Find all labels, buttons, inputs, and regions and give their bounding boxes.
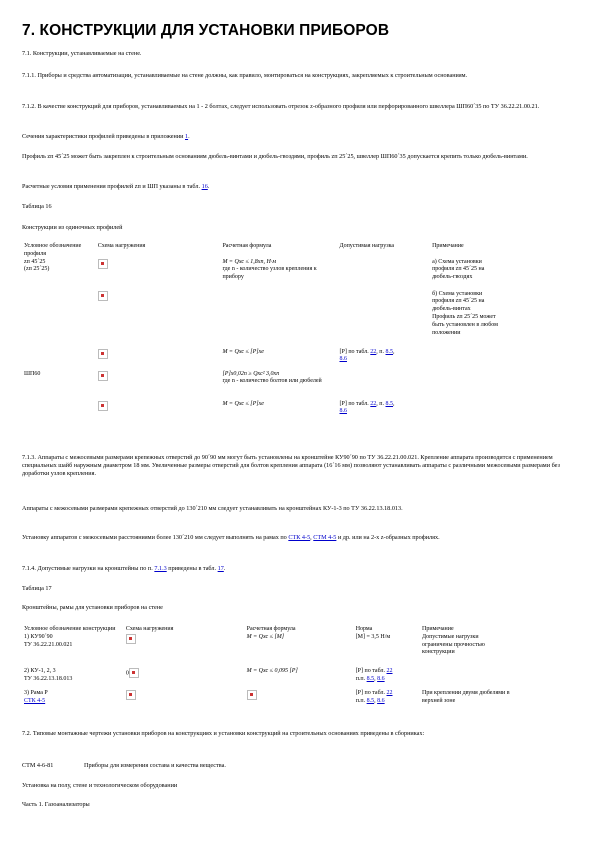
link-table-17[interactable]: 17 bbox=[217, 565, 224, 572]
cell-profile: ШП60 bbox=[24, 370, 41, 377]
cell-norm: [M] = 3,5 Н/м bbox=[355, 633, 391, 640]
para-frames: Установку аппаратов с межосевыми расстояниями более 130´210 мм следует выполнять на рамах по СТК 4-5, СТМ 4-5 и др. или на 2-х z-образных профилях. bbox=[22, 534, 440, 541]
link-section-8-5[interactable]: 8.5 bbox=[366, 675, 375, 682]
link-table-22[interactable]: 22 bbox=[370, 400, 377, 407]
para-7-1-3: 7.1.3. Аппараты с межосевыми размерами крепежных отверстий до 90´90 мм могут быть установлены на кронштейне КУ90´90 по ТУ 36.22.21.00.021. Крепление аппарата производится с применением специальных шайб наружным диаметром 18 мм. Увеличенные размеры отверстий для болтов крепления аппарата (16´16 мм) позволяют устанавливать аппараты с различными межосевыми размерами без доработки узлов крепления. bbox=[22, 454, 560, 478]
broken-image-icon bbox=[98, 291, 108, 301]
table-header-row bbox=[22, 626, 512, 634]
link-section-8-6[interactable]: 8.6 bbox=[377, 697, 385, 704]
table-row bbox=[22, 634, 512, 668]
link-section-8-5[interactable]: 8.5 bbox=[366, 697, 375, 704]
link-section-8-6[interactable]: 8.6 bbox=[339, 356, 347, 363]
link-section-8-6[interactable]: 8.6 bbox=[377, 675, 385, 682]
cell-formula: M = Qхс ≤ 0,095 [P] bbox=[246, 667, 298, 674]
table-row bbox=[22, 401, 502, 423]
header-cell: Расчетная формула bbox=[222, 243, 272, 249]
broken-image-icon bbox=[98, 349, 108, 359]
broken-image-icon bbox=[129, 668, 139, 678]
link-table-22[interactable]: 22 bbox=[370, 348, 377, 355]
header-cell: Расчетная формула bbox=[246, 626, 296, 632]
table-16-label: Таблица 16 bbox=[22, 203, 52, 210]
table-17 bbox=[22, 626, 512, 712]
header-cell: Примечание bbox=[422, 626, 454, 632]
cell-norm: [P] по табл. 22 п.п. 8.5, 8.6 bbox=[355, 667, 393, 682]
cell-construction: 3) Рама Р СТК 4-5 bbox=[24, 689, 48, 704]
table-row bbox=[22, 259, 502, 291]
cell-note: а) Схема установки профиля zп 45´25 на дюбель-гвоздях bbox=[432, 258, 485, 281]
collection-code: СТМ 4-6-81 bbox=[22, 762, 54, 769]
table-17-caption: Кронштейны, рамы для установки приборов на стене bbox=[22, 604, 163, 611]
link-table-22[interactable]: 22 bbox=[386, 689, 393, 696]
header-cell: Схема нагружения bbox=[97, 243, 146, 249]
cell-formula: M = Qхс ≤ [P]хe bbox=[222, 400, 264, 407]
cell-norm: [P] по табл. 22 п.п. 8.5, 8.6 bbox=[355, 689, 393, 704]
cell-scheme bbox=[96, 371, 221, 401]
cell-load bbox=[337, 259, 430, 291]
cell-scheme: 0 bbox=[124, 668, 245, 690]
cell-scheme bbox=[96, 259, 221, 291]
header-cell: Примечание bbox=[432, 243, 464, 249]
para-profile-mounting: Профиль zп 45´25 может быть закреплен к строительным основаниям дюбель-винтами и дюбель-гвоздями, профиль zп 25´25, швеллер ШП60´35 допускается крепить только дюбель-винтами. bbox=[22, 153, 528, 160]
header-cell: Допустимая нагрузка bbox=[339, 243, 395, 249]
cell-note: При креплении двумя дюбелями в верхней зоне bbox=[422, 689, 510, 704]
para-7-1-4: 7.1.4. Допустимые нагрузки на кронштейны по п. 7.1.3 приведены в табл. 17. bbox=[22, 565, 226, 572]
broken-image-icon bbox=[247, 690, 257, 700]
cell-formula: [P]х0,02n ≥ Qхс² 3,0хn где n - количество болтов или дюбелей bbox=[222, 370, 322, 385]
link-section-8-5[interactable]: 8.5 bbox=[385, 348, 394, 355]
table-row bbox=[22, 690, 512, 712]
link-stm-4-5[interactable]: СТМ 4-5 bbox=[313, 534, 337, 541]
para-7-2: 7.2. Типовые монтажные чертежи установки приборов на конструкциях и установки конструкций на строительных основаниях приведены в сборниках: bbox=[22, 730, 425, 737]
cell-scheme bbox=[124, 690, 245, 712]
table-row bbox=[22, 291, 502, 349]
para-7-1-1: 7.1.1. Приборы и средства автоматизации, устанавливаемые на стене должны, как правило, монтироваться на конструкциях, закрепляемых к строительным основаниям. bbox=[22, 72, 468, 79]
header-cell: Условное обозначение конструкции bbox=[24, 626, 116, 632]
table-16-caption: Конструкции из одиночных профилей bbox=[22, 224, 123, 231]
header-cell: Условное обозначение профиля bbox=[24, 243, 82, 257]
link-appendix-1[interactable]: 1 bbox=[185, 133, 189, 140]
link-stk-4-5[interactable]: СТК 4-5 bbox=[24, 697, 46, 704]
page-title: 7. КОНСТРУКЦИИ ДЛЯ УСТАНОВКИ ПРИБОРОВ bbox=[22, 22, 390, 39]
link-section-8-5[interactable]: 8.5 bbox=[385, 400, 394, 407]
cell-load: [P] по табл. 22, п. 8.5, 8.6 bbox=[339, 400, 395, 415]
table-row bbox=[22, 371, 502, 401]
cell-construction: 2) КУ-1, 2, 3 ТУ 36.22.13.18.013 bbox=[24, 667, 73, 682]
table-16 bbox=[22, 243, 502, 423]
cell-note: Допустимые нагрузки ограничены прочностью конструкции bbox=[422, 633, 485, 656]
cell-scheme bbox=[96, 401, 221, 423]
broken-image-icon bbox=[126, 634, 136, 644]
header-cell: Норма bbox=[355, 626, 373, 632]
collection-title: Приборы для измерения состава и качества вещества. bbox=[84, 762, 226, 769]
para-7-1-2: 7.1.2. В качестве конструкций для приборов, устанавливаемых на 1 - 2 болтах, следует использовать отрезок z-образного профиля или перфорированного швеллера ШП60´35 по ТУ 36.22.21.00.21. bbox=[22, 103, 540, 110]
table-row bbox=[22, 349, 502, 371]
table-header-row bbox=[22, 243, 502, 259]
link-section-8-6[interactable]: 8.6 bbox=[339, 408, 347, 415]
cell-formula: M = Qхс ≤ [M] bbox=[246, 633, 285, 640]
broken-image-icon bbox=[126, 690, 136, 700]
cell-profile: zп 45´25 (zп 25´25) bbox=[24, 258, 50, 273]
link-stk-4-5[interactable]: СТК 4-5 bbox=[288, 534, 311, 541]
para-conditions-ref: Расчетные условия применения профилей zп и ШП указаны в табл. 16. bbox=[22, 183, 210, 190]
broken-image-icon bbox=[98, 259, 108, 269]
header-cell: Схема нагружения bbox=[125, 626, 174, 632]
cell-scheme bbox=[124, 634, 245, 668]
collection-part: Часть 1. Газоанализаторы bbox=[22, 801, 90, 808]
cell-construction: 1) КУ90´90 ТУ 36.22.21.00.021 bbox=[24, 633, 73, 648]
para-7-1: 7.1. Конструкции, устанавливаемые на стене. bbox=[22, 50, 142, 57]
broken-image-icon bbox=[98, 401, 108, 411]
broken-image-icon bbox=[98, 371, 108, 381]
cell-formula bbox=[245, 690, 354, 712]
cell-formula: M = Qхс ≤ [P]хe bbox=[222, 348, 264, 355]
table-17-label: Таблица 17 bbox=[22, 585, 52, 592]
link-table-16[interactable]: 16 bbox=[201, 183, 208, 190]
cell-load: [P] по табл. 22, п. 8.5, 8.6 bbox=[339, 348, 395, 363]
cell-scheme bbox=[96, 349, 221, 371]
link-section-7-1-3[interactable]: 7.1.3 bbox=[154, 565, 167, 572]
cell-scheme bbox=[96, 291, 221, 349]
cell-note: б) Схема установки профиля zп 45´25 на дюбель-винтах Профиль zп 25´25 может быть установлен в любом положении bbox=[432, 290, 498, 336]
para-brackets-ku: Аппараты с межосевыми размерами крепежных отверстий до 130´210 мм следует устанавливать на кронштейнах КУ-1-3 по ТУ 36.22.13.18.013. bbox=[22, 505, 403, 512]
collection-subtitle: Установка на полу, стене и технологическом оборудовании bbox=[22, 782, 178, 789]
para-profiles-ref: Сечения характеристики профилей приведены в приложении 1. bbox=[22, 133, 190, 140]
collection-entry bbox=[22, 762, 577, 770]
cell-formula: M = Qхс ≤ 1,8хn, Н·м где n - количество узлов крепления к прибору bbox=[222, 258, 317, 281]
table-row bbox=[22, 668, 512, 690]
link-table-22[interactable]: 22 bbox=[386, 667, 393, 674]
